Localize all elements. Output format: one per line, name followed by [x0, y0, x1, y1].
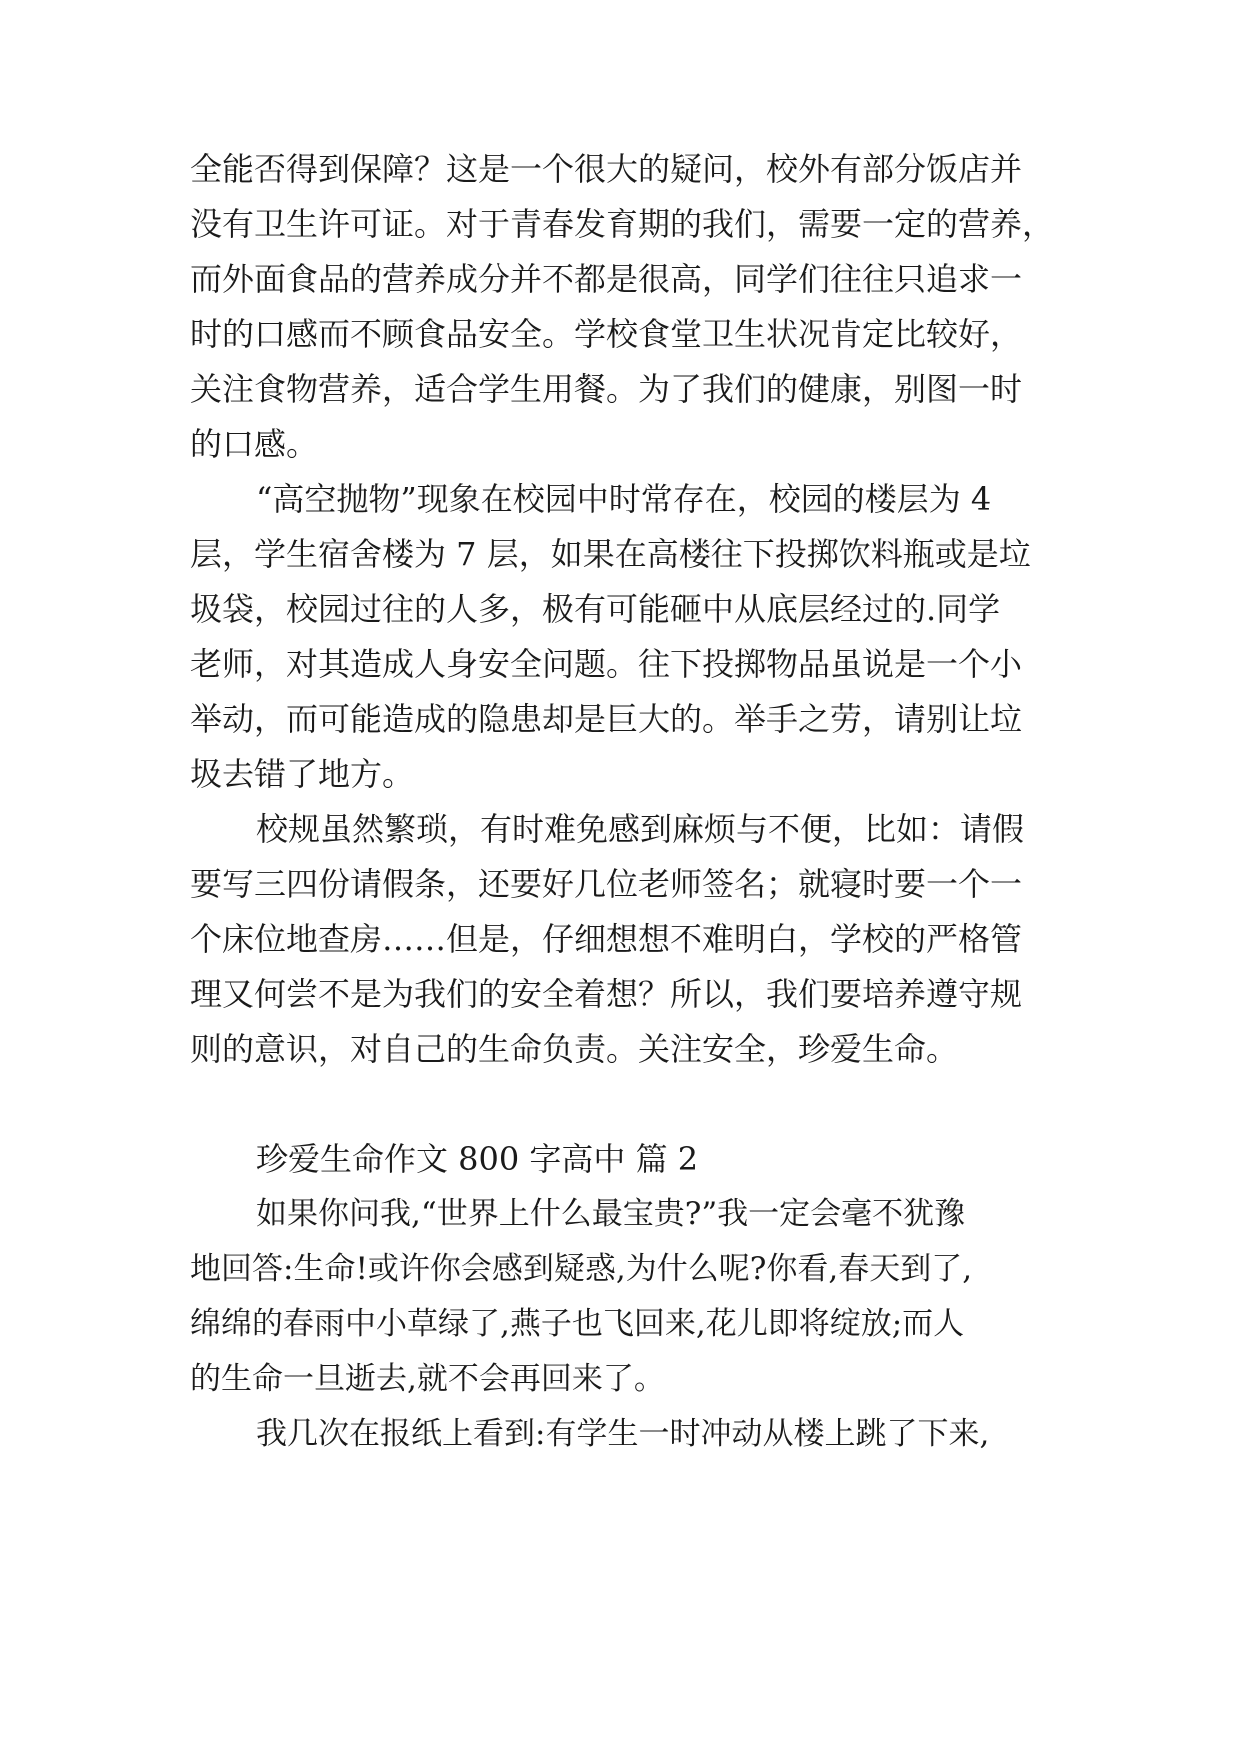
text-line: 个床位地查房……但是，仔细想想不难明白，学校的严格管 — [190, 920, 1023, 958]
text-line: 要写三四份请假条，还要好几位老师签名；就寝时要一个一 — [190, 865, 1023, 903]
text-line: 的生命一旦逝去,就不会再回来了。 — [190, 1361, 665, 1397]
text-line: 老师，对其造成人身安全问题。往下投掷物品虽说是一个小 — [190, 645, 1023, 683]
text-line: 绵绵的春雨中小草绿了,燕子也飞回来,花儿即将绽放;而人 — [190, 1306, 965, 1342]
text-line: 地回答:生命!或许你会感到疑惑,为什么呢?你看,春天到了, — [190, 1251, 973, 1287]
text-line: 的口感。 — [190, 425, 319, 463]
text-line: 则的意识，对自己的生命负责。关注安全，珍爱生命。 — [190, 1030, 959, 1068]
text-line: 理又何尝不是为我们的安全着想？所以，我们要培养遵守规 — [190, 975, 1023, 1013]
text-line: 举动，而可能造成的隐患却是巨大的。举手之劳，请别让垃 — [190, 700, 1023, 738]
text-line: 没有卫生许可证。对于青春发育期的我们，需要一定的营养， — [190, 205, 1055, 243]
text-line: 校规虽然繁琐，有时难免感到麻烦与不便，比如：请假 — [256, 810, 1025, 848]
text-line: 如果你问我,“世界上什么最宝贵?”我一定会毫不犹豫 — [256, 1196, 966, 1232]
text-line: 圾去错了地方。 — [190, 755, 415, 793]
text-line: 层，学生宿舍楼为 7 层，如果在高楼往下投掷饮料瓶或是垃 — [190, 535, 1031, 573]
text-line: “高空抛物”现象在校园中时常存在，校园的楼层为 4 — [256, 480, 992, 518]
text-line: 而外面食品的营养成分并不都是很高，同学们往往只追求一 — [190, 260, 1023, 298]
text-line: 全能否得到保障？这是一个很大的疑问，校外有部分饭店并 — [190, 150, 1023, 188]
text-line: 时的口感而不顾食品安全。学校食堂卫生状况肯定比较好， — [190, 315, 1023, 353]
section-title: 珍爱生命作文 800 字高中 篇 2 — [256, 1140, 699, 1178]
text-line: 圾袋，校园过往的人多，极有可能砸中从底层经过的.同学 — [190, 590, 1001, 628]
text-line: 我几次在报纸上看到:有学生一时冲动从楼上跳了下来, — [256, 1416, 990, 1452]
text-line: 关注食物营养，适合学生用餐。为了我们的健康，别图一时 — [190, 370, 1023, 408]
